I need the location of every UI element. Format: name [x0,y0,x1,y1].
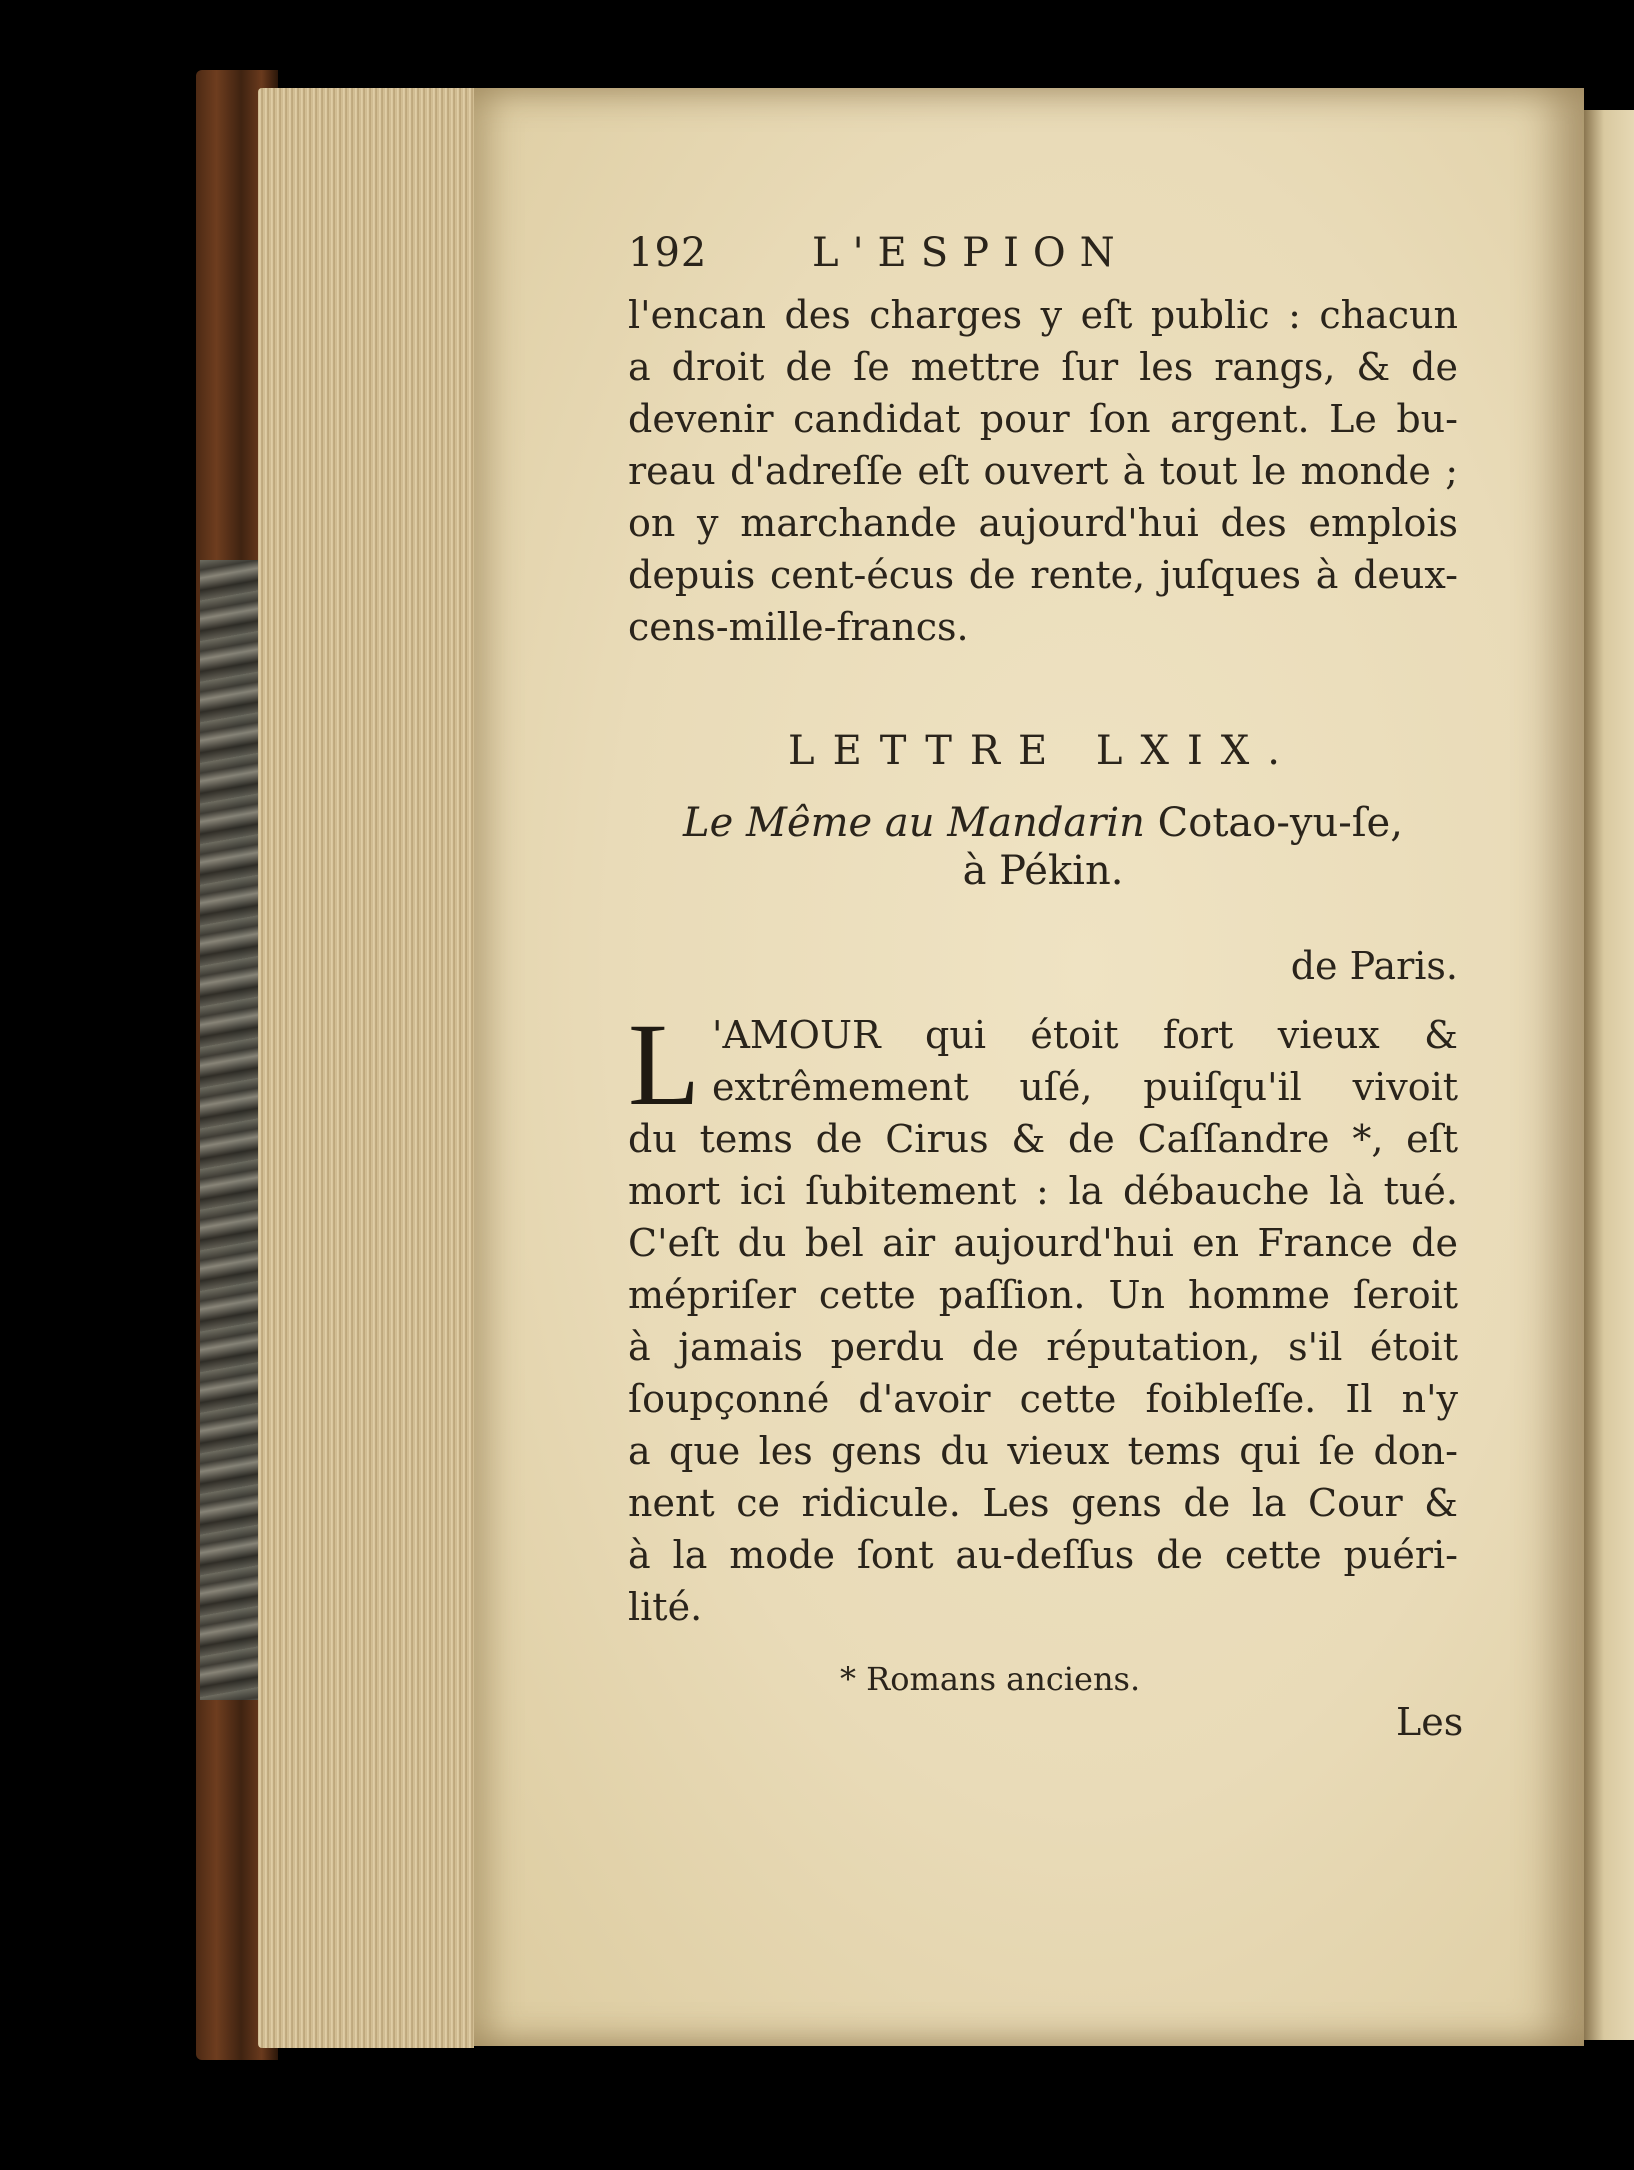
text-line: extrêmement uſé, puiſqu'il vivoit [712,1065,1458,1109]
text-line: a que les gens du vieux tems qui ſe don- [628,1429,1458,1473]
text-line: a droit de ſe mettre ſur les rangs, & de [628,345,1458,389]
text-line: nent ce ridicule. Les gens de la Cour & [628,1481,1458,1525]
letter-address [628,800,1458,846]
marbled-board [200,560,262,1700]
facing-page-edge [1584,110,1634,2040]
text-line: mépriſer cette paſſion. Un homme ſeroit [628,1273,1458,1317]
text-line: cens-mille-francs. [628,605,969,649]
text-line: l'encan des charges y eſt public : chacun [628,293,1458,337]
page-number: 192 [628,230,708,276]
text-line: ſoupçonné d'avoir cette foibleſſe. Il n'y [628,1377,1458,1421]
text-line: mort ici ſubitement : la débauche là tué. [628,1169,1458,1213]
text-line: à jamais perdu de réputation, s'il étoit [628,1325,1458,1369]
running-title: L'ESPION [812,230,1129,276]
address-italic: Le Même au Mandarin [683,800,1145,846]
text-line: du tems de Cirus & de Caſſandre *, eſt [628,1117,1458,1161]
text-line: devenir candidat pour ſon argent. Le bu- [628,397,1458,441]
text-line: depuis cent-écus de rente, juſques à deux- [628,553,1458,597]
address-place: à Pékin. [962,848,1124,894]
drop-cap: L [628,999,701,1130]
text-line: reau d'adreſſe eſt ouvert à tout le monde ; [628,449,1458,493]
text-line: C'eſt du bel air aujourd'hui en France de [628,1221,1458,1265]
dateline: de Paris. [1290,944,1458,988]
letter-heading: LETTRE LXIX. [788,728,1298,774]
footnote: * Romans anciens. [840,1660,1141,1698]
text-line: à la mode ſont au-deſſus de cette puéri- [628,1533,1458,1577]
text-line: on y marchande aujourd'hui des emplois [628,501,1458,545]
page-edges [258,88,474,2048]
text-line: lité. [628,1585,703,1629]
address-name: Cotao-yu-ſe, [1157,800,1403,846]
catchword: Les [1396,1700,1464,1744]
text-line: 'AMOUR qui étoit fort vieux & [712,1013,1458,1057]
